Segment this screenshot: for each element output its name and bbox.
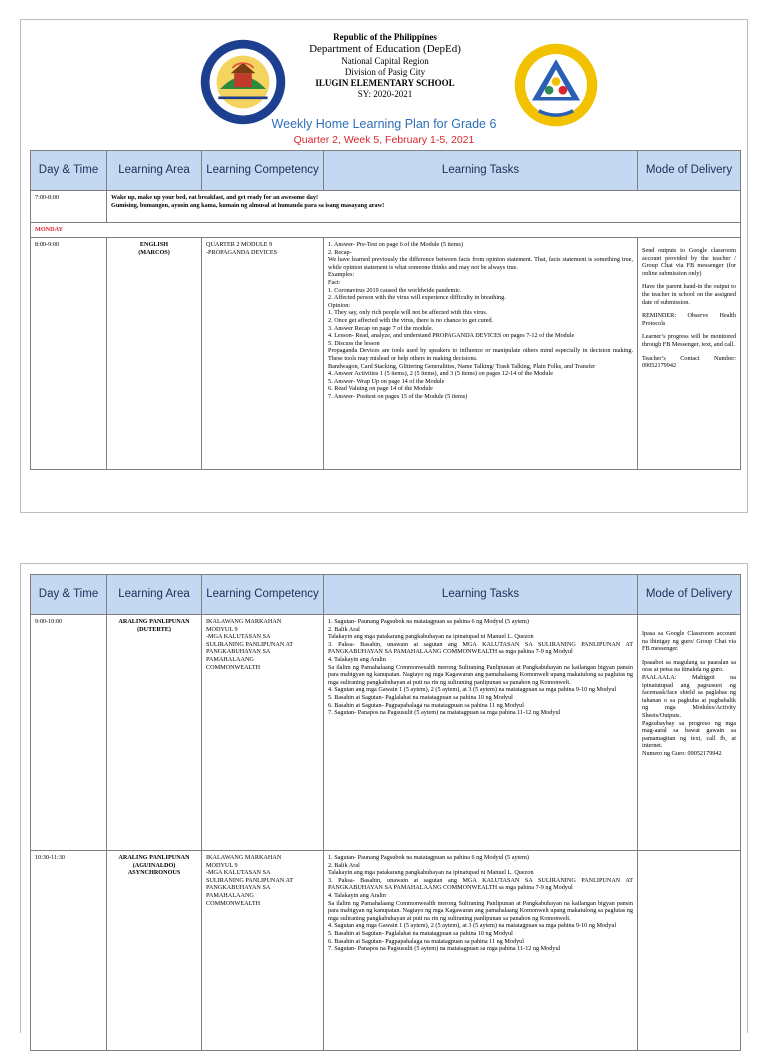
task-line: 1. Sagutan- Paunang Pagsubok na matatagpuan sa pahina 6 ng Modyul (5 aytem): [328, 854, 529, 861]
delivery-line: Send outputs to Google classroom account provided by the teacher / Group Chat via FB messenger (for online submission only): [642, 247, 736, 277]
task-line: 5. Basahin at Sagutan- Paglalahat na matatagpuan sa pahina 10 ng Modyul: [328, 929, 513, 937]
row-tasks: [324, 851, 638, 1051]
column-header: Learning Tasks: [324, 575, 638, 615]
column-header: Learning Competency: [202, 151, 324, 191]
task-line: Sa ilalim ng Pamahalaang Commonwealth merong Suliraning Panlipunan at Pangkabuhayan na kailangan bigyan pansin para mabigyan ng kanupatan. Nagtayo ng mga Kagawaran ang pamahalaang Komonwelt upang makatulong sa paglutas ng mga suliraning pangkabuhayan at puti na rin ng suliraning panlipunan sa panahon ng Komonwelt.: [328, 899, 633, 922]
competency-line: PAMAHALAANG: [206, 655, 254, 663]
delivery-line: Learner’s progress will be monitored through FB Messenger, text, and call.: [642, 333, 736, 348]
competency-line: PANGKABUHAYAN SA: [206, 648, 271, 656]
task-line: 4. Sagutan ang mga Gawain 1 (5 aytem), 2 (5 aytem), at 3 (5 aytem) na matatagpuan sa mga pahina 9-10 ng Modyul: [328, 922, 617, 930]
learning-plan-table: [30, 574, 741, 1051]
task-line: 4. Talakayin ang Aralin: [328, 655, 386, 663]
task-line: 4. Sagutan ang mga Gawain 1 (5 aytem), 2 (5 aytem), at 3 (5 aytem) na matatagpuan sa mga pahina 9-10 ng Modyul: [328, 686, 617, 694]
area-name: ENGLISH: [139, 241, 169, 248]
row-learning-area: [107, 615, 202, 851]
row-competency: [202, 851, 324, 1051]
intro-line-filipino: Gumising, bumangon, ayusin ang kama, kumain ng almusal at humanda para sa isang masayang araw!: [111, 201, 385, 209]
learning-plan-table: [30, 150, 741, 470]
row-delivery: [638, 238, 741, 470]
row-learning-area: [107, 238, 202, 470]
competency-line: SULIRANING PANLIPUNAN AT: [206, 876, 294, 884]
document-page-2: [20, 563, 748, 1033]
table-row: [31, 615, 741, 851]
task-line: 1. They say, only rich people will not be affected with this virus.: [328, 309, 488, 317]
row-time: 10:30-11:30: [31, 851, 107, 1051]
task-line: 4. Answer Activities 1 (5 items), 2 (5 items), and 3 (5 items) on pages 12-14 of the Module: [328, 370, 553, 378]
task-line: 5. Answer- Wrap Up on page 14 of the Module: [328, 377, 445, 385]
task-line: 3. Paksa- Basahin, unawain at sagutan ang MGA KALUTASAN SA SULIRANING PANLIPUNAN AT PANGKABUHAYAN SA PAMAHALAANG COMMONWEALTH sa mga pahina 7-9 ng Modyul: [328, 876, 633, 892]
task-line: 7. Sagutan- Panapos na Pagsusulit (5 aytem) na matatagpuan sa mga pahina 11-12 ng Modyul: [328, 945, 561, 953]
task-line: 5. Discuss the lesson: [328, 339, 380, 347]
task-line: Talakayin ang mga patakarang pangkabuhayan na ipinatupad ni Manuel L. Quezon: [328, 633, 534, 641]
delivery-line: Ipasa sa Google Classroom account na ibinigay ng guro/ Group Chat via FB messenger.: [642, 630, 736, 653]
delivery-mode: ASYNCHRONOUS: [127, 869, 181, 877]
delivery-line: Ipaaabot sa magulang sa paaralan sa oras at petsa na itinakda ng guro.: [642, 658, 736, 674]
task-line: 2. Recap-: [328, 248, 352, 256]
task-line: 5. Basahin at Sagutan- Paglalahat na matatagpuan sa pahina 10 ng Modyul: [328, 693, 513, 701]
teacher-name: (AGUINALDO): [132, 861, 176, 869]
day-row: [31, 223, 741, 238]
column-header: Learning Tasks: [324, 151, 638, 191]
task-line: 7. Sagutan- Panapos na Pagsusulit (5 aytem) na matatagpuan sa mga pahina 11-12 ng Modyul: [328, 709, 561, 717]
school-name: ILUGIN ELEMENTARY SCHOOL: [315, 78, 455, 88]
task-line: 6. Basahin at Sagutan- Pagpapahalaga na matatagpuan sa pahina 11 ng Modyul: [328, 937, 524, 945]
competency-line: QUARTER 2 MODULE 9: [206, 241, 273, 248]
table-header-row: [31, 575, 741, 615]
competency-line: PAMAHALAANG: [206, 891, 254, 899]
column-header: Learning Area: [107, 151, 202, 191]
task-line: Bandwagon, Card Stacking, Glittering Generalities, Name Talking/ Trash Talking, Plain Folks, and Transfer: [328, 362, 596, 370]
table-header-row: [31, 151, 741, 191]
competency-line: -MGA KALUTASAN SA: [206, 633, 271, 641]
delivery-line: REMINDER: Observe Health Protocols: [642, 312, 736, 327]
row-competency: [202, 238, 324, 470]
competency-line: -MGA KALUTASAN SA: [206, 869, 271, 877]
task-line: 6. Basahin at Sagutan- Pagpapahalaga na matatagpuan sa pahina 11 ng Modyul: [328, 701, 524, 709]
intro-line-english: Wake up, make up your bed, eat breakfast, and get ready for an awesome day!: [111, 194, 319, 201]
column-header: Day & Time: [31, 575, 107, 615]
row-tasks: [324, 615, 638, 851]
task-line: Opinion:: [328, 301, 351, 309]
row-tasks: [324, 238, 638, 470]
school-year: SY: 2020-2021: [357, 89, 413, 99]
region-line: National Capital Region: [341, 56, 429, 66]
day-label: MONDAY: [31, 223, 741, 238]
task-line: Propaganda Devices are tools used by speakers to influence or manipulate others mind especially in decision making. These tools may mislead or help others in making decisions.: [328, 347, 633, 362]
plan-subtitle: Quarter 2, Week 5, February 1-5, 2021: [293, 134, 475, 146]
competency-line: IKALAWANG MARKAHAN: [206, 618, 282, 625]
task-line: 4. Lesson- Read, analyze, and understand PROPAGANDA DEVICES on pages 7-12 of the Module: [328, 332, 575, 340]
delivery-line: PAALAALA: Mahigpit na ipinatutupad ang pagsusuot ng facemask/face shield sa paglabas ng tahanan o sa pagkuha at pagbabalik ng mga Modules/Activity Sheets/Outputs.: [642, 673, 736, 719]
task-line: 2. Once get affected with the virus, there is no chance to get cured.: [328, 316, 494, 324]
teacher-name: (MARCOS): [138, 248, 170, 256]
column-header: Mode of Delivery: [638, 151, 741, 191]
column-header: Day & Time: [31, 151, 107, 191]
task-line: 3. Paksa- Basahin, unawain at sagutan ang MGA KALUTASAN SA SULIRANING PANLIPUNAN AT PANGKABUHAYAN SA PAMAHALAANG COMMONWEALTH sa mga pahina 7-9 ng Modyul: [328, 640, 633, 656]
competency-line: MODYUL 9: [206, 861, 238, 869]
competency-line: PANGKABUHAYAN SA: [206, 884, 271, 892]
task-line: Sa ilalim ng Pamahalaang Commonwealth merong Suliraning Panlipunan at Pangkabuhayan na kailangan bigyan pansin para mabigyan ng kanupatan. Nagtayo ng mga Kagawaran ang pamahalaang Komonwelt upang makatulong sa paglutas ng mga suliraning pangkabuhayan at puti na rin ng suliraning panlipunan sa panahon ng Komonwelt.: [328, 663, 633, 686]
area-name: ARALING PANLIPUNAN: [118, 618, 190, 625]
competency-line: -PROPAGANDA DEVICES: [206, 248, 278, 256]
competency-line: MODYUL 9: [206, 625, 238, 633]
row-learning-area: [107, 851, 202, 1051]
division-line: Division of Pasig City: [344, 67, 426, 77]
competency-line: SULIRANING PANLIPUNAN AT: [206, 640, 294, 648]
area-name: ARALING PANLIPUNAN: [118, 854, 190, 861]
task-line: 7. Answer- Posttest on pages 15 of the Module (5 items): [328, 392, 468, 400]
intro-text: [107, 191, 741, 223]
delivery-line: Pagsubaybay sa progreso ng mga mag-aaral sa bawat gawain sa pamamagitan ng text, call fb, at internet.: [642, 719, 736, 750]
intro-time: 7:00-8:00: [31, 191, 107, 223]
task-line: 4. Talakayin ang Aralin: [328, 891, 386, 899]
document-page-1: [20, 19, 748, 513]
task-line: 3. Answer Recap on page 7 of the module.: [328, 324, 434, 332]
row-time: 8:00-9:00: [31, 238, 107, 470]
task-line: 2. Balik Aral: [328, 625, 360, 633]
competency-line: IKALAWANG MARKAHAN: [206, 854, 282, 861]
row-delivery: [638, 615, 741, 851]
row-time: 9:00-10:00: [31, 615, 107, 851]
delivery-line: Teacher’s Contact Number: 09052179942: [642, 354, 736, 370]
column-header: Mode of Delivery: [638, 575, 741, 615]
column-header: Learning Competency: [202, 575, 324, 615]
delivery-line: Have the parent hand-in the output to the teacher in school on the assigned date of submission.: [642, 283, 736, 306]
task-line: Fact:: [328, 278, 341, 286]
task-line: Talakayin ang mga patakarang pangkabuhayan na ipinatupad ni Manuel L. Quezon: [328, 869, 534, 877]
delivery-line: Numero ng Guro: 09052179942: [642, 749, 722, 757]
task-line: We have learned previously the difference between facts from opinion statement. That, facts statement is something true, while opinion statement is what someone thinks and may not be always true.: [328, 256, 633, 271]
task-line: 2. Affected person with the virus will experience difficulty in breathing.: [328, 294, 506, 302]
task-line: 1. Sagutan- Paunang Pagsubok na matatagpuan sa pahina 6 ng Modyul (5 aytem): [328, 618, 529, 625]
division-seal-icon: [513, 42, 599, 128]
teacher-name: (DUTERTE): [137, 625, 171, 633]
task-line: 1. Coronavirus 2019 caused the worldwide pandemic.: [328, 286, 462, 294]
competency-line: COMMONWEALTH: [206, 899, 261, 907]
table-row: [31, 851, 741, 1051]
table-row: [31, 238, 741, 470]
task-line: 6. Read Valuing on page 14 of the Module: [328, 385, 433, 393]
header-text-block: [251, 32, 519, 100]
intro-row: [31, 191, 741, 223]
task-line: 1. Answer- Pre-Test on page 6 of the Module (5 items): [328, 241, 464, 248]
row-competency: [202, 615, 324, 851]
column-header: Learning Area: [107, 575, 202, 615]
competency-line: COMMONWEALTH: [206, 663, 261, 671]
department-line: Department of Education (DepEd): [309, 43, 461, 55]
task-line: Examples:: [328, 271, 355, 279]
task-line: 2. Balik Aral: [328, 861, 360, 869]
plan-title: Weekly Home Learning Plan for Grade 6: [271, 117, 497, 131]
row-delivery: [638, 851, 741, 1051]
republic-line: Republic of the Philippines: [333, 32, 437, 42]
